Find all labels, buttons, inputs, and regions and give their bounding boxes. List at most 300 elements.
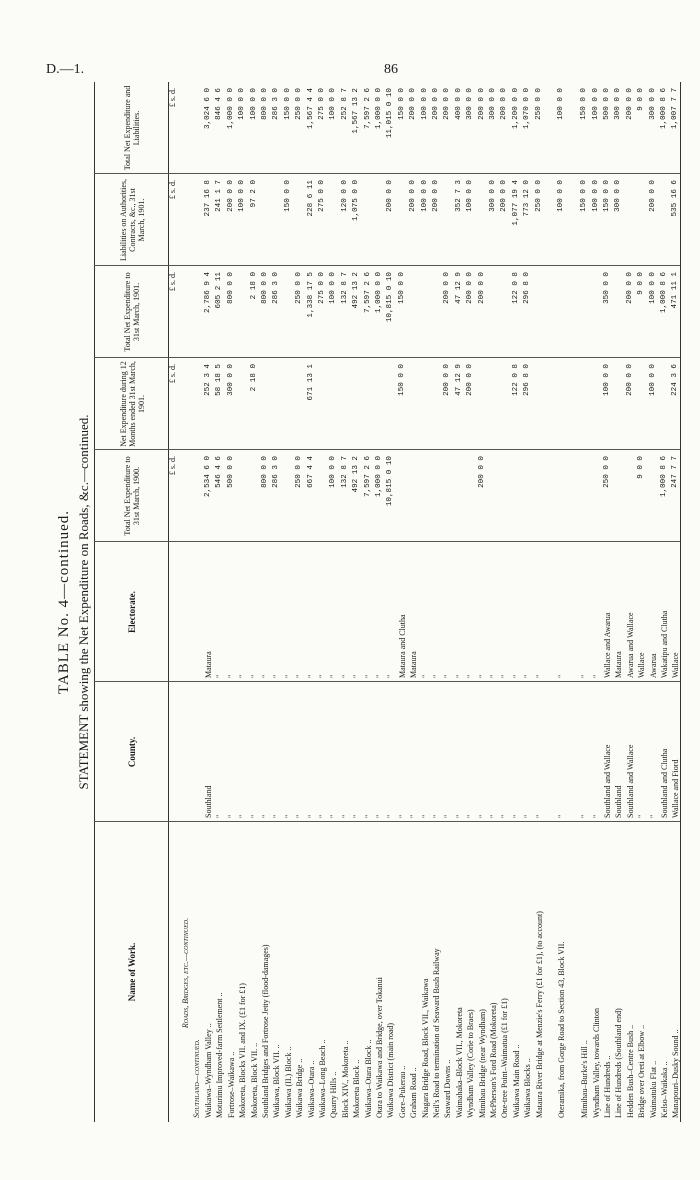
liabilities-1901: 150 0 0 xyxy=(603,180,611,212)
total-to-1901: 2 18 0 xyxy=(249,272,258,300)
units-label: £ s. d. xyxy=(168,456,177,476)
electorate: " xyxy=(500,674,510,678)
total-with-liabilities: 3,024 6 0 xyxy=(204,88,212,130)
liabilities-1901: 535 16 6 xyxy=(671,180,680,217)
table-row xyxy=(613,82,624,1122)
total-with-liabilities: 200 0 0 xyxy=(432,88,440,120)
county: " xyxy=(340,814,350,818)
page-ref: D.—1. xyxy=(46,62,85,77)
electorate: Wallace and Awarua xyxy=(603,612,612,678)
units-label: £ s. d. xyxy=(168,272,177,292)
total-with-liabilities: 1,000 0 0 xyxy=(226,88,235,130)
electorate: " xyxy=(272,674,282,678)
work-name: Waikawa–Long Beach .. xyxy=(318,1039,327,1118)
section-heading: Roads, Bridges, etc.—continued. xyxy=(181,917,190,1029)
county: " xyxy=(306,814,316,818)
liabilities-1901: 150 0 0 xyxy=(283,180,292,212)
total-with-liabilities: 286 3 0 xyxy=(272,88,281,120)
total-with-liabilities: 100 0 0 xyxy=(329,88,338,120)
electorate: Awarua and Wallace xyxy=(625,612,635,678)
total-with-liabilities: 250 0 0 xyxy=(295,88,304,120)
table-subtitle: STATEMENT showing the Net Expenditure on Roads, &c.—continued. xyxy=(76,414,91,790)
table-row xyxy=(522,82,533,1122)
header-net-1901: Net Expenditure during 12 Months ended 31st March, 1901. xyxy=(118,361,146,447)
table-row xyxy=(214,82,225,1122)
total-to-1901: 7,597 2 6 xyxy=(363,272,372,314)
table-row xyxy=(385,82,396,1122)
electorate: " xyxy=(591,674,601,678)
table-row xyxy=(306,82,317,1122)
electorate: " xyxy=(261,674,270,678)
liabilities-1901: 200 0 0 xyxy=(432,180,440,212)
electorate: Wallace xyxy=(671,652,681,678)
county: " xyxy=(329,814,339,818)
electorate: Wallace xyxy=(637,652,647,678)
electorate: Mataura and Clutha xyxy=(397,614,407,678)
electorate: Mataura xyxy=(204,651,213,678)
electorate: " xyxy=(306,674,316,678)
electorate: Wakatipu and Clutha xyxy=(660,610,669,678)
county: " xyxy=(295,814,305,818)
county: " xyxy=(215,814,225,818)
total-to-1900: 500 0 0 xyxy=(226,456,235,488)
county: Wallace and Fiord xyxy=(671,759,681,818)
total-to-1901: 47 12 9 xyxy=(454,272,463,304)
table-row xyxy=(374,82,385,1122)
total-to-1901: 296 8 0 xyxy=(523,272,532,304)
county: " xyxy=(375,814,384,818)
county: " xyxy=(511,814,521,818)
electorate: Awarua xyxy=(648,653,658,678)
county: " xyxy=(363,814,373,818)
total-to-1900: 1,000 8 6 xyxy=(660,456,668,498)
net-during-1901: 224 3 6 xyxy=(671,364,680,396)
net-during-1901: 150 0 0 xyxy=(397,364,406,396)
total-with-liabilities: 7,597 2 6 xyxy=(363,88,372,130)
net-during-1901: 2 18 0 xyxy=(249,364,258,392)
work-name: Block XIV., Mokoreta .. xyxy=(340,1040,350,1118)
table-row xyxy=(340,82,351,1122)
total-with-liabilities: 500 0 0 xyxy=(603,88,611,120)
total-to-1901: 350 0 0 xyxy=(603,272,611,304)
electorate: " xyxy=(454,674,464,678)
total-with-liabilities: 1,567 13 2 xyxy=(352,88,361,134)
electorate: " xyxy=(580,674,590,678)
net-during-1901: 200 0 0 xyxy=(466,364,475,396)
table-row xyxy=(591,82,602,1122)
table-row xyxy=(431,82,442,1122)
table-row xyxy=(534,82,557,1122)
work-name: Bridge over Oreti at Elbow .. xyxy=(637,1024,647,1118)
electorate: " xyxy=(420,674,430,678)
work-name: Wyndham Valley, towards Clinton xyxy=(591,1008,601,1118)
county: Southland xyxy=(614,785,624,818)
county: " xyxy=(489,814,498,818)
work-name: Line of Hundreds (Southland end) xyxy=(614,1008,624,1118)
header-county: County. xyxy=(126,736,137,768)
total-to-1901: 200 0 0 xyxy=(477,272,486,304)
work-name: Waikawa Main Road .. xyxy=(511,1044,521,1118)
total-to-1901: 200 0 0 xyxy=(443,272,452,304)
total-to-1900: 250 0 0 xyxy=(295,456,304,488)
total-with-liabilities: 300 0 0 xyxy=(614,88,623,120)
electorate: " xyxy=(557,674,567,678)
total-to-1901: 122 0 8 xyxy=(511,272,520,304)
county: " xyxy=(352,814,362,818)
work-name: Hedden Bush–Centre Bush .. xyxy=(625,1024,635,1118)
header-total-1901: Total Net Expenditure to 31st March, 1901. xyxy=(123,272,141,352)
header-liabilities: Liabilities on Authorities, Contracts, &c., 31st March, 1901. xyxy=(118,179,146,261)
county: Southland and Wallace xyxy=(603,744,612,818)
total-with-liabilities: 400 0 0 xyxy=(454,88,463,120)
total-to-1901: 800 0 0 xyxy=(226,272,235,304)
total-with-liabilities: 846 4 6 xyxy=(215,88,224,120)
electorate: " xyxy=(215,674,225,678)
county: " xyxy=(432,814,441,818)
net-during-1901: 252 3 4 xyxy=(204,364,212,396)
table-row xyxy=(511,82,522,1122)
header-electorate: Electorate. xyxy=(126,591,137,633)
table-row xyxy=(271,82,282,1122)
table-row xyxy=(465,82,476,1122)
liabilities-1901: 352 7 3 xyxy=(454,180,463,212)
liabilities-1901: 300 0 0 xyxy=(614,180,623,212)
county: Southland and Clutha xyxy=(660,748,669,818)
total-to-1900: 132 8 7 xyxy=(340,456,349,488)
liabilities-1901: 120 0 0 xyxy=(340,180,349,212)
county: " xyxy=(500,814,510,818)
total-to-1900: 1,000 0 0 xyxy=(375,456,383,498)
county: " xyxy=(523,814,533,818)
table-row xyxy=(648,82,659,1122)
total-to-1901: 200 0 0 xyxy=(625,272,634,304)
total-with-liabilities: 200 0 0 xyxy=(625,88,634,120)
work-name: Waikawa Blocks .. xyxy=(523,1058,533,1118)
county: " xyxy=(261,814,270,818)
table-row xyxy=(260,82,271,1122)
total-with-liabilities: 1,007 7 7 xyxy=(671,88,680,130)
liabilities-1901: 100 0 0 xyxy=(466,180,475,212)
electorate: " xyxy=(238,674,248,678)
total-to-1900: 7,597 2 6 xyxy=(363,456,372,498)
county: " xyxy=(386,814,396,818)
electorate: " xyxy=(477,674,487,678)
county: " xyxy=(283,814,293,818)
total-to-1900: 492 13 2 xyxy=(352,456,361,493)
table-row xyxy=(625,82,636,1122)
table-row xyxy=(249,82,260,1122)
electorate: " xyxy=(432,674,441,678)
header-total-liabilities: Total Net Expenditure and Liabilities. xyxy=(123,85,141,171)
electorate: " xyxy=(523,674,533,678)
rotated-table xyxy=(52,82,692,1122)
table-row xyxy=(579,82,590,1122)
work-name: Waimatuku Flat .. xyxy=(648,1060,658,1118)
liabilities-1901: 200 0 0 xyxy=(500,180,509,212)
total-with-liabilities: 100 0 0 xyxy=(557,88,566,120)
county: " xyxy=(557,814,567,818)
total-to-1901: 492 13 2 xyxy=(352,272,361,309)
net-during-1901: 300 0 0 xyxy=(226,364,235,396)
electorate: " xyxy=(318,674,327,678)
county: " xyxy=(534,814,544,818)
total-to-1900: 200 0 0 xyxy=(477,456,486,488)
work-name: Mokoreta Block .. xyxy=(352,1059,362,1118)
work-name: Waikawa District (main road) xyxy=(386,1022,396,1118)
total-with-liabilities: 9 0 0 xyxy=(637,88,646,111)
work-name: Mataura River Bridge at Menzie's Ferry (£1 for £1), (to account) xyxy=(534,911,544,1118)
table-row xyxy=(351,82,362,1122)
work-name: Wyndham Valley (Corie to Braes) xyxy=(466,1009,476,1118)
total-with-liabilities: 1,070 0 0 xyxy=(523,88,532,130)
electorate: " xyxy=(386,674,396,678)
table-row xyxy=(363,82,374,1122)
electorate: " xyxy=(295,674,305,678)
net-during-1901: 671 13 1 xyxy=(306,364,315,401)
net-during-1901: 58 18 5 xyxy=(215,364,224,396)
table-frame xyxy=(94,82,682,1122)
work-name: Manapouri–Dusky Sound .. xyxy=(671,1029,681,1118)
total-with-liabilities: 800 0 0 xyxy=(261,88,269,120)
total-to-1901: 100 0 0 xyxy=(648,272,657,304)
electorate: " xyxy=(489,674,498,678)
liabilities-1901: 100 0 0 xyxy=(420,180,429,212)
table-row xyxy=(477,82,488,1122)
total-to-1900: 9 0 0 xyxy=(637,456,646,479)
total-to-1901: 471 11 1 xyxy=(671,272,680,309)
liabilities-1901: 241 1 7 xyxy=(215,180,224,212)
total-to-1900: 667 4 4 xyxy=(306,456,315,488)
work-name: Waikawa–Otara .. xyxy=(306,1060,316,1118)
total-with-liabilities: 150 0 0 xyxy=(397,88,406,120)
electorate: " xyxy=(534,674,544,678)
total-with-liabilities: 200 0 0 xyxy=(500,88,509,120)
total-to-1901: 605 2 11 xyxy=(215,272,224,309)
work-name: McPherson's Ford Road (Mokoreta) xyxy=(489,1002,498,1118)
work-name: One-tree Point–Waimatua (£1 for £1) xyxy=(500,998,510,1118)
table-row xyxy=(602,82,613,1122)
liabilities-1901: 150 0 0 xyxy=(580,180,589,212)
liabilities-1901: 100 0 0 xyxy=(238,180,247,212)
rule-top xyxy=(94,82,95,1122)
total-to-1901: 286 3 0 xyxy=(272,272,281,304)
total-with-liabilities: 1,567 4 4 xyxy=(306,88,315,130)
table-row xyxy=(283,82,294,1122)
liabilities-1901: 300 0 0 xyxy=(489,180,497,212)
total-with-liabilities: 252 8 7 xyxy=(340,88,349,120)
total-to-1901: 100 0 0 xyxy=(329,272,338,304)
total-to-1901: 1,000 0 0 xyxy=(375,272,383,314)
work-name: Waimahaka–Block VII., Mokoreta xyxy=(454,1007,464,1118)
electorate: " xyxy=(375,674,384,678)
total-with-liabilities: 150 0 0 xyxy=(283,88,292,120)
header-name: Name of Work. xyxy=(126,942,137,1002)
work-name: Mokoreta, Block VII. .. xyxy=(249,1042,259,1118)
work-name: Waikawa–Wyndham Valley .. xyxy=(204,1023,213,1118)
total-to-1901: 132 8 7 xyxy=(340,272,349,304)
total-to-1900: 2,534 6 0 xyxy=(204,456,212,498)
liabilities-1901: 100 0 0 xyxy=(557,180,566,212)
net-during-1901: 200 0 0 xyxy=(625,364,634,396)
total-with-liabilities: 150 0 0 xyxy=(580,88,589,120)
work-name: Waikawa–Otara Block .. xyxy=(363,1039,373,1118)
total-with-liabilities: 1,000 0 0 xyxy=(375,88,383,130)
table-row xyxy=(659,82,670,1122)
units-label: £ s. d. xyxy=(168,88,177,108)
total-with-liabilities: 1,000 8 6 xyxy=(660,88,668,130)
table-row xyxy=(442,82,453,1122)
electorate: Mataura xyxy=(409,651,419,678)
liabilities-1901: 773 12 0 xyxy=(523,180,532,217)
total-to-1901: 10,815 0 10 xyxy=(386,272,395,323)
net-during-1901: 100 0 0 xyxy=(648,364,657,396)
total-to-1901: 250 0 0 xyxy=(295,272,304,304)
work-name: Waikawa Bridge .. xyxy=(295,1058,305,1118)
electorate: " xyxy=(443,674,453,678)
liabilities-1901: 275 0 0 xyxy=(318,180,326,212)
units-label: £ s. d. xyxy=(168,180,177,200)
county: " xyxy=(648,814,658,818)
work-name: Quarry Hills .. xyxy=(329,1071,339,1118)
county: " xyxy=(580,814,590,818)
liabilities-1901: 200 0 0 xyxy=(648,180,657,212)
net-during-1901: 200 0 0 xyxy=(443,364,452,396)
table-row xyxy=(670,82,681,1122)
total-to-1900: 10,815 0 10 xyxy=(386,456,395,507)
table-row xyxy=(226,82,237,1122)
table-row xyxy=(499,82,510,1122)
total-with-liabilities: 1,200 0 0 xyxy=(511,88,520,130)
electorate: " xyxy=(466,674,476,678)
electorate: " xyxy=(340,674,350,678)
electorate: " xyxy=(363,674,373,678)
total-to-1900: 250 0 0 xyxy=(603,456,611,488)
liabilities-1901: 1,075 0 0 xyxy=(352,180,361,222)
page-number: 86 xyxy=(384,62,398,77)
total-with-liabilities: 11,015 0 10 xyxy=(386,88,395,139)
work-name: Mimihau Bridge (near Wyndham) xyxy=(477,1009,487,1118)
net-during-1901: 122 0 8 xyxy=(511,364,520,396)
work-name: Kelso–Waikaka .. xyxy=(660,1061,669,1118)
total-to-1901: 150 0 0 xyxy=(397,272,406,304)
county: " xyxy=(637,814,647,818)
net-during-1901: 296 8 0 xyxy=(523,364,532,396)
liabilities-1901: 97 2 0 xyxy=(249,180,258,208)
net-during-1901: 100 0 0 xyxy=(603,364,611,396)
total-to-1901: 200 0 0 xyxy=(466,272,475,304)
table-title: TABLE No. 4—continued. xyxy=(56,509,72,695)
total-to-1901: 2,786 9 4 xyxy=(204,272,212,314)
header-total-1900: Total Net Expenditure to 31st March, 1900. xyxy=(123,456,141,536)
table-row xyxy=(408,82,419,1122)
total-with-liabilities: 200 0 0 xyxy=(477,88,486,120)
work-name: Waikawa (II.) Block .. xyxy=(283,1046,293,1118)
total-with-liabilities: 300 0 0 xyxy=(648,88,657,120)
electorate: " xyxy=(226,674,236,678)
total-with-liabilities: 100 0 0 xyxy=(249,88,258,120)
total-to-1900: 546 4 6 xyxy=(215,456,224,488)
county: " xyxy=(272,814,282,818)
total-with-liabilities: 100 0 0 xyxy=(420,88,429,120)
work-name: Oteramika, from Gorge Road to Section 43, Block VII. xyxy=(557,941,567,1118)
work-name: Mokoreta, Blocks VII. and IX. (£1 for £1) xyxy=(238,983,248,1118)
total-to-1901: 275 0 0 xyxy=(318,272,326,304)
work-name: Graham Road .. xyxy=(409,1067,419,1118)
total-with-liabilities: 300 0 0 xyxy=(489,88,497,120)
electorate: " xyxy=(249,674,259,678)
county: " xyxy=(249,814,259,818)
table-row xyxy=(556,82,579,1122)
table-row xyxy=(420,82,431,1122)
total-with-liabilities: 200 0 0 xyxy=(409,88,418,120)
work-name: Otara to Waikawa and Bridge, over Tokanui xyxy=(375,977,384,1118)
total-to-1900: 100 0 0 xyxy=(329,456,338,488)
work-name: Niagara Bridge Road, Block VII., Waikawa xyxy=(420,978,430,1118)
county: " xyxy=(477,814,487,818)
electorate: " xyxy=(329,674,339,678)
total-with-liabilities: 275 0 0 xyxy=(318,88,326,120)
liabilities-1901: 228 6 11 xyxy=(306,180,315,217)
electorate: " xyxy=(283,674,293,678)
work-name: Southland Bridges and Fortrose Jetty (flood-damages) xyxy=(261,944,270,1118)
table-row xyxy=(328,82,339,1122)
table-row xyxy=(294,82,305,1122)
county: " xyxy=(318,814,327,818)
total-to-1900: 247 7 7 xyxy=(671,456,680,488)
work-name: Fortrose–Waikawa .. xyxy=(226,1051,236,1118)
work-name: Moturimu Improved-farm Settlement .. xyxy=(215,992,225,1118)
electorate: " xyxy=(511,674,521,678)
liabilities-1901: 200 0 0 xyxy=(386,180,395,212)
total-to-1901: 800 0 0 xyxy=(261,272,269,304)
total-with-liabilities: 250 0 0 xyxy=(534,88,543,120)
county: " xyxy=(409,814,419,818)
county: " xyxy=(454,814,464,818)
electorate: " xyxy=(352,674,362,678)
county: Southland and Wallace xyxy=(625,744,635,818)
table-row xyxy=(237,82,248,1122)
total-to-1901: 1,338 17 5 xyxy=(306,272,315,318)
total-to-1900: 800 0 0 xyxy=(261,456,269,488)
total-to-1900: 286 3 0 xyxy=(272,456,281,488)
table-row xyxy=(397,82,408,1122)
liabilities-1901: 250 0 0 xyxy=(534,180,543,212)
electorate: Mataura xyxy=(614,651,624,678)
county: " xyxy=(238,814,248,818)
total-with-liabilities: 300 0 0 xyxy=(466,88,475,120)
work-name: Neil's Road to termination of Seaward Bush Railway xyxy=(432,948,441,1118)
liabilities-1901: 1,077 19 4 xyxy=(511,180,520,226)
table-row xyxy=(636,82,647,1122)
subsection-heading: Southland—continued. xyxy=(192,1039,201,1118)
table-row xyxy=(454,82,465,1122)
county: " xyxy=(397,814,407,818)
work-name: Seaward Downs .. xyxy=(443,1059,453,1118)
liabilities-1901: 200 0 0 xyxy=(226,180,235,212)
table-row xyxy=(317,82,328,1122)
county: " xyxy=(466,814,476,818)
liabilities-1901: 100 0 0 xyxy=(591,180,600,212)
liabilities-1901: 237 16 8 xyxy=(204,180,212,217)
county: " xyxy=(420,814,430,818)
net-during-1901: 47 12 9 xyxy=(454,364,463,396)
total-with-liabilities: 200 0 0 xyxy=(443,88,452,120)
total-to-1901: 9 0 0 xyxy=(637,272,646,295)
total-to-1901: 1,000 8 6 xyxy=(660,272,668,314)
table-row xyxy=(203,82,214,1122)
county: " xyxy=(226,814,236,818)
county: " xyxy=(443,814,453,818)
